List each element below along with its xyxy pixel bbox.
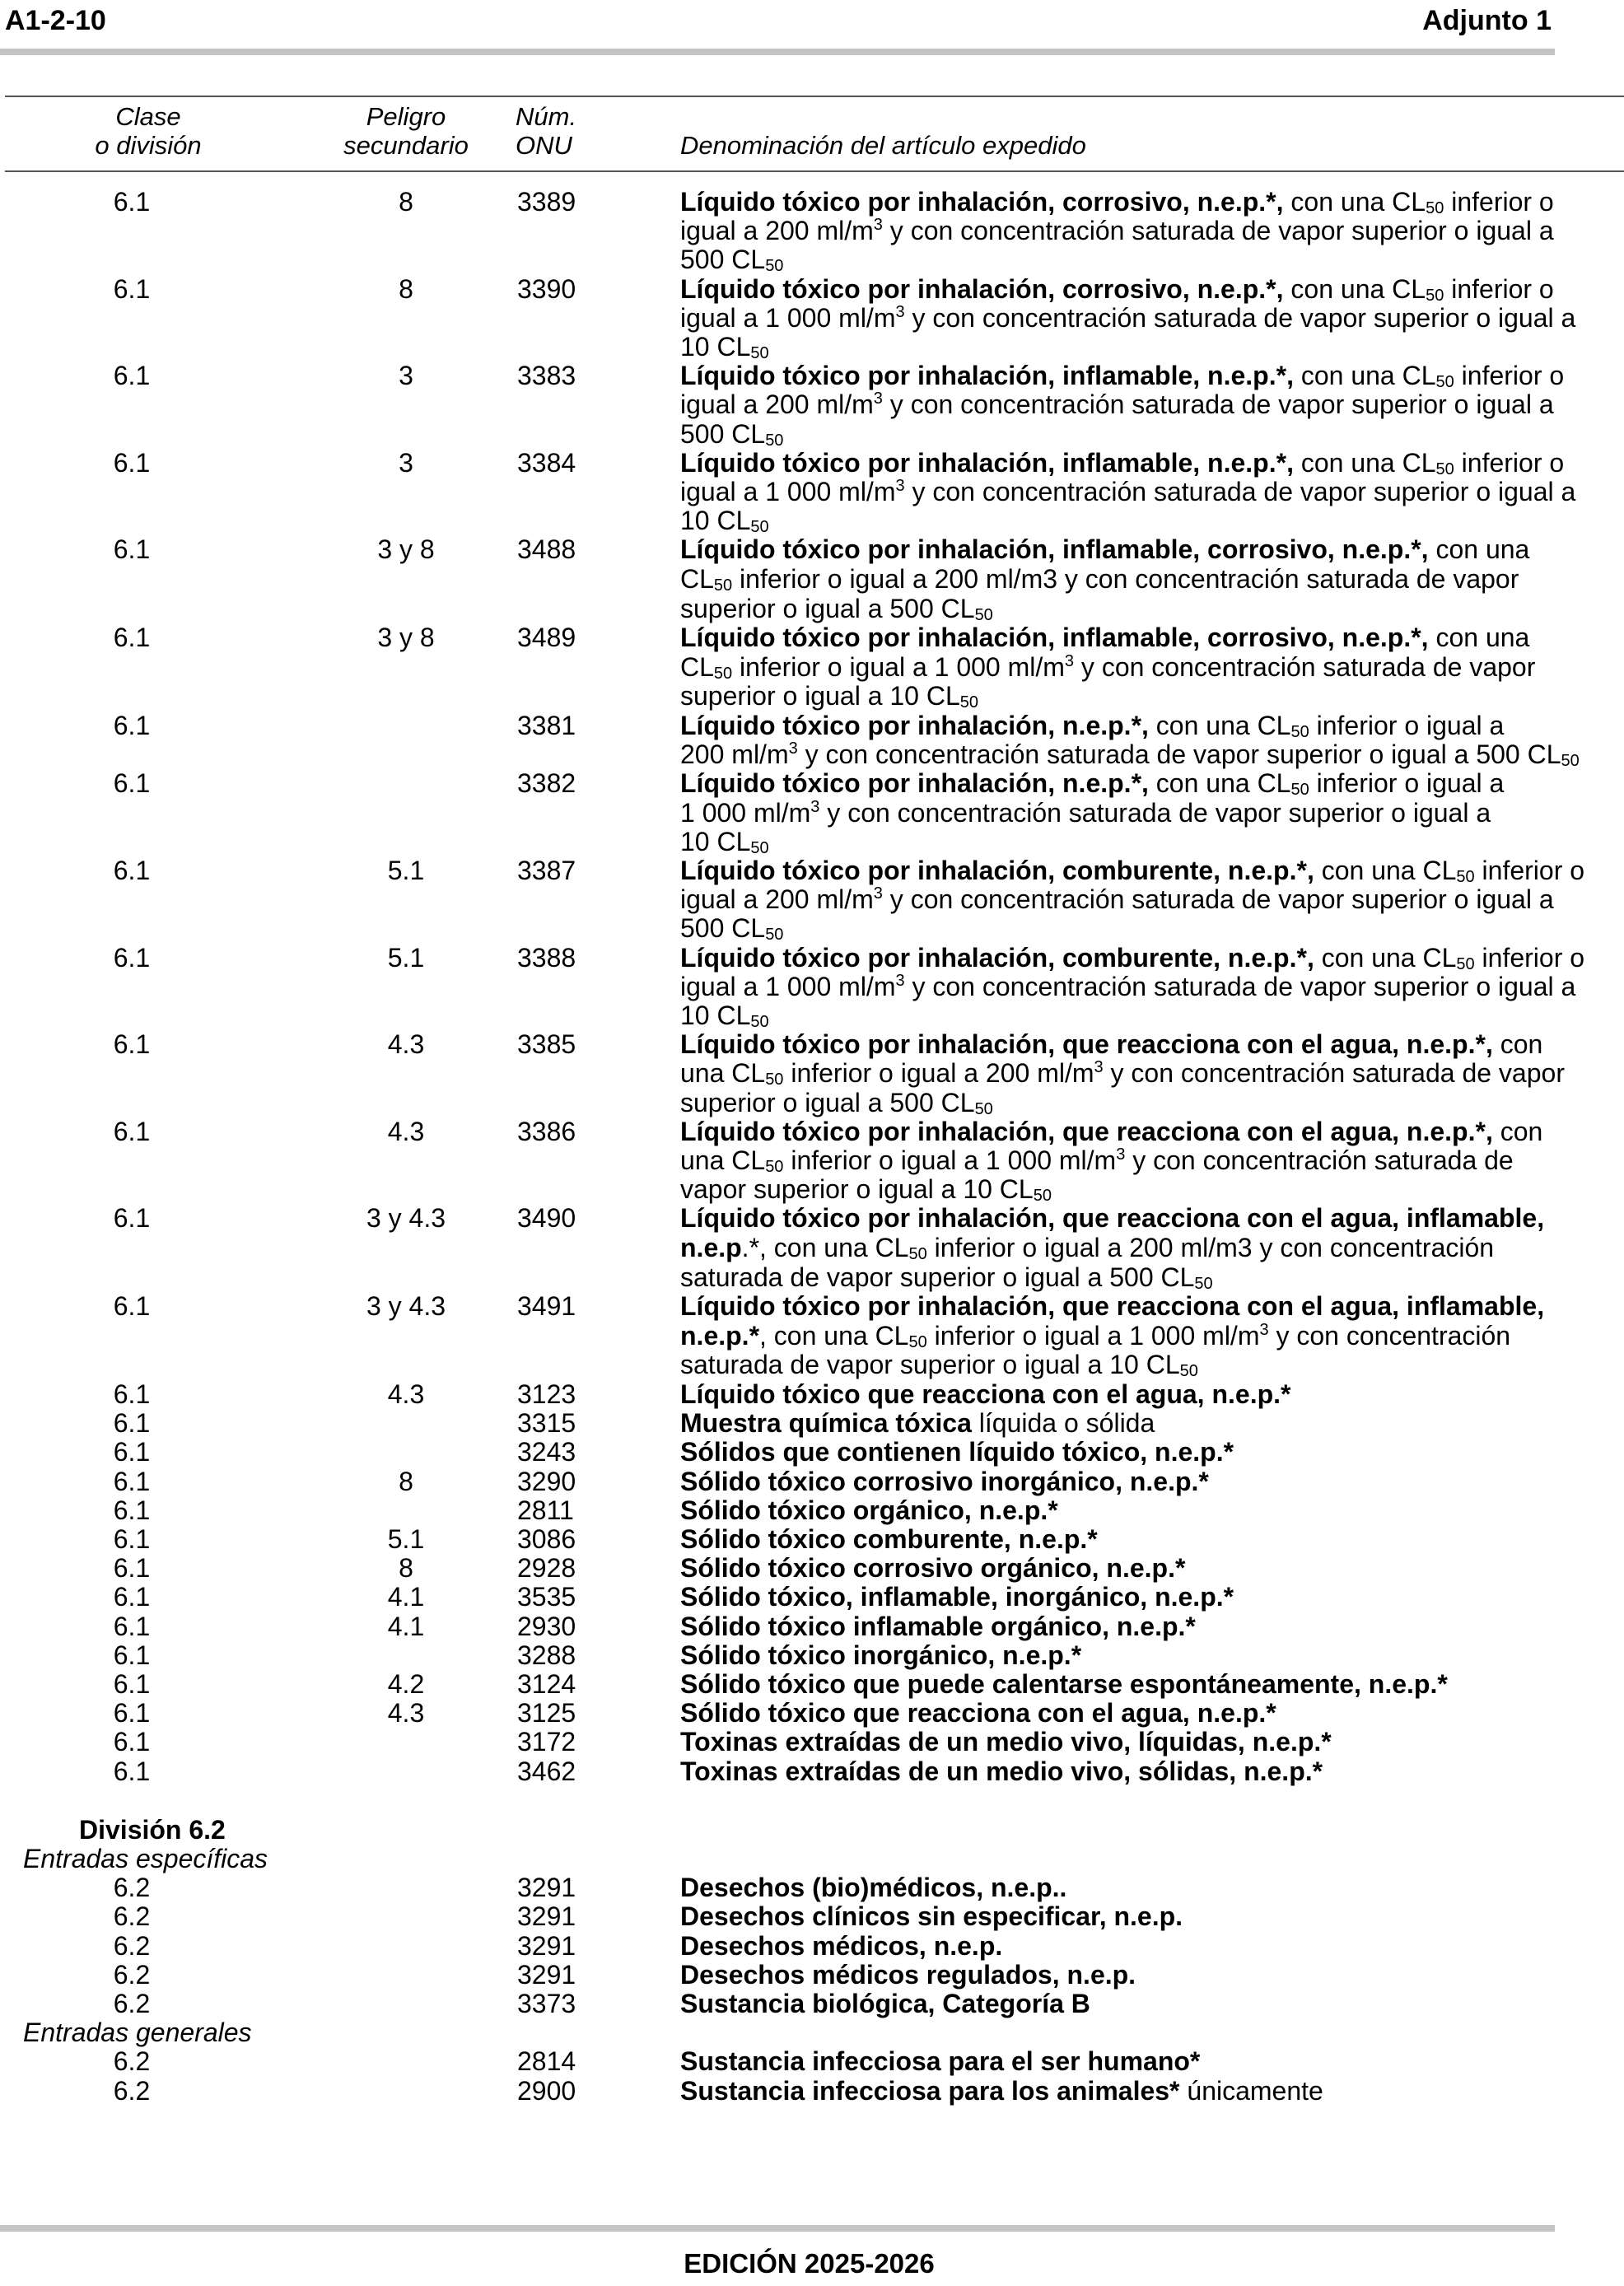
shipping-name-cell <box>680 1699 1624 1728</box>
subscript: 50 <box>974 1099 993 1118</box>
shipping-name-cell <box>680 856 1624 944</box>
shipping-name-cell <box>680 188 1624 275</box>
un-number-cell: 3291 <box>517 1930 576 1961</box>
table-row <box>0 1583 1624 1612</box>
shipping-name-bold: Líquido tóxico por inhalación, que reacciona con el agua, n.e.p.*, <box>680 1116 1493 1146</box>
table-row <box>0 1612 1624 1641</box>
superscript: 3 <box>1064 651 1075 670</box>
shipping-name-cell <box>680 1728 1624 1756</box>
shipping-name-detail: con una $CL_{50}$ inferior o igual a 200 $ml/m^3$ y con concentración saturada de vapor superior o igual a 500 $CL_{50}$ <box>680 1029 1565 1118</box>
superscript: 3 <box>788 739 798 758</box>
shipping-name-cell <box>680 1583 1624 1612</box>
table-row <box>0 1117 1624 1205</box>
class-cell: 6.1 <box>113 1553 151 1584</box>
shipping-name-detail: únicamente <box>1179 2075 1323 2106</box>
table-row <box>0 1292 1624 1380</box>
table-row <box>0 1757 1624 1786</box>
shipping-name-bold: Sólido tóxico, inflamable, inorgánico, n.e.p.* <box>680 1582 1234 1612</box>
un-number-cell: 3086 <box>517 1524 576 1555</box>
class-cell: 6.1 <box>113 1640 151 1670</box>
un-number-cell: 2814 <box>517 2046 576 2077</box>
un-number-cell: 3386 <box>517 1116 576 1146</box>
un-number-cell: 3381 <box>517 711 576 740</box>
shipping-name-bold: Sustancia biológica, Categoría B <box>680 1989 1090 2019</box>
superscript: 3 <box>1116 1145 1126 1164</box>
table-row <box>0 1204 1624 1292</box>
superscript: 3 <box>895 302 905 321</box>
column-header-num <box>516 102 631 160</box>
specific-entries-label: Entradas específicas <box>23 1844 268 1874</box>
shipping-name-detail: con una $CL_{50}$ inferior o igual a 200 $ml/m^3$ y con concentración saturada de vapor superior o igual a 500 $CL_{50}$ <box>680 361 1565 450</box>
class-cell: 6.1 <box>113 1611 151 1641</box>
superscript: 3 <box>1259 1320 1269 1339</box>
un-number-cell: 3291 <box>517 1873 576 1903</box>
un-number-cell: 3462 <box>517 1756 576 1786</box>
column-header-num-line2: ONU <box>516 131 572 160</box>
subscript: 50 <box>1426 199 1444 217</box>
class-cell: 6.1 <box>113 856 151 886</box>
secondary-hazard-cell: 4.3 <box>387 1698 425 1728</box>
un-number-cell: 3123 <box>517 1379 576 1410</box>
shipping-name-bold: Muestra química tóxica <box>680 1408 972 1439</box>
subscript: 50 <box>1435 460 1454 478</box>
table-row <box>0 944 1624 1031</box>
shipping-name-bold: Líquido tóxico por inhalación, que reacciona con el agua, inflamable, n.e.p <box>680 1203 1545 1263</box>
shipping-name-detail: con una $CL_{50}$ inferior o igual a 1 000 $ml/m^3$ y con concentración saturada de vapor superior o igual a 10 $CL_{50}$ <box>680 1116 1543 1206</box>
column-header-denominacion <box>680 102 1339 160</box>
class-cell: 6.1 <box>113 187 151 217</box>
shipping-name-cell <box>680 1204 1624 1292</box>
table-row <box>0 769 1624 856</box>
secondary-hazard-cell: 3 y 8 <box>377 623 435 653</box>
un-number-cell: 3315 <box>517 1408 576 1439</box>
superscript: 3 <box>873 884 883 903</box>
class-cell: 6.2 <box>113 1873 151 1903</box>
class-cell: 6.1 <box>113 1379 151 1410</box>
un-number-cell: 2930 <box>517 1611 576 1641</box>
subscript: 50 <box>1561 752 1580 771</box>
shipping-name-bold: Sólido tóxico inorgánico, n.e.p.* <box>680 1640 1082 1670</box>
shipping-name-detail: con una $CL_{50}$ inferior o igual a 200 $ml/m^3$ y con concentración saturada de vapor superior o igual a 500 $CL_{50}$ <box>680 711 1580 771</box>
class-cell: 6.1 <box>113 1756 151 1786</box>
class-cell: 6.1 <box>113 1437 151 1467</box>
shipping-name-cell <box>680 1902 1624 1931</box>
column-header-denominacion-text: Denominación del artículo expedido <box>680 131 1086 160</box>
shipping-name-bold: Líquido tóxico por inhalación, que reacciona con el agua, inflamable, n.e.p.* <box>680 1291 1545 1351</box>
shipping-name-bold: Sólido tóxico comburente, n.e.p.* <box>680 1524 1098 1555</box>
shipping-name-bold: Líquido tóxico por inhalación, inflamable, n.e.p.*, <box>680 447 1294 478</box>
class-cell: 6.2 <box>113 1901 151 1932</box>
table-row <box>0 1438 1624 1467</box>
subscript: 50 <box>1456 868 1475 887</box>
shipping-name-cell <box>680 1117 1624 1205</box>
shipping-name-cell <box>680 1670 1624 1699</box>
subscript: 50 <box>750 518 769 537</box>
class-cell: 6.1 <box>113 1669 151 1700</box>
un-number-cell: 3390 <box>517 273 576 304</box>
un-number-cell: 3124 <box>517 1669 576 1700</box>
table-row <box>0 188 1624 275</box>
shipping-name-bold: Líquido tóxico por inhalación, corrosivo, n.e.p.*, <box>680 273 1284 304</box>
secondary-hazard-cell: 5.1 <box>387 1524 425 1555</box>
edition-footer <box>0 2248 1624 2279</box>
class-cell: 6.1 <box>113 768 151 799</box>
un-number-cell: 2811 <box>517 1495 574 1525</box>
table-row <box>0 1467 1624 1496</box>
table-row <box>0 1699 1624 1728</box>
shipping-name-bold: Sólido tóxico orgánico, n.e.p.* <box>680 1495 1058 1525</box>
shipping-name-bold: Líquido tóxico por inhalación, que reacciona con el agua, n.e.p.*, <box>680 1029 1493 1060</box>
shipping-name-bold: Líquido tóxico por inhalación, inflamable, corrosivo, n.e.p.*, <box>680 623 1429 653</box>
shipping-name-bold: Desechos médicos, n.e.p. <box>680 1930 1003 1961</box>
secondary-hazard-cell: 4.3 <box>387 1116 425 1146</box>
subscript: 50 <box>974 605 993 624</box>
shipping-name-detail: .*, con una $CL_{50}$ inferior o igual a 200 ml/m3 y con concentración saturada de vapor superior o igual a 500 $CL_{50}$ <box>680 1233 1495 1293</box>
shipping-name-detail: con una $CL_{50}$ inferior o igual a 1 000 $ml/m^3$ y con concentración saturada de vapor superior o igual a 10 $CL_{50}$ <box>680 623 1536 712</box>
table-row <box>0 2077 1624 2106</box>
un-number-cell: 3385 <box>517 1029 576 1060</box>
secondary-hazard-cell: 3 y 4.3 <box>366 1203 446 1234</box>
shipping-name-bold: Líquido tóxico por inhalación, inflamable, n.e.p.*, <box>680 361 1294 391</box>
table-row <box>0 1380 1624 1409</box>
subscript: 50 <box>908 1245 927 1264</box>
document-code: A1-2-10 <box>5 5 106 36</box>
un-number-cell: 3291 <box>517 1959 576 1990</box>
un-number-cell: 2900 <box>517 2075 576 2106</box>
superscript: 3 <box>895 971 905 990</box>
shipping-name-bold: Sólido tóxico corrosivo inorgánico, n.e.p.* <box>680 1466 1209 1496</box>
edition-footer-text: EDICIÓN 2025-2026 <box>684 2248 935 2279</box>
class-cell: 6.1 <box>113 1698 151 1728</box>
un-number-cell: 2928 <box>517 1553 576 1584</box>
un-number-cell: 3535 <box>517 1582 576 1612</box>
class-cell: 6.1 <box>113 1291 151 1322</box>
class-cell: 6.1 <box>113 1495 151 1525</box>
subscript: 50 <box>1456 954 1475 973</box>
shipping-name-bold: Líquido tóxico por inhalación, comburente, n.e.p.*, <box>680 856 1314 886</box>
secondary-hazard-cell: 8 <box>399 1553 413 1584</box>
subscript: 50 <box>765 1158 784 1177</box>
secondary-hazard-cell: 3 <box>399 361 413 391</box>
subscript: 50 <box>908 1332 927 1351</box>
table-row <box>0 535 1624 623</box>
class-cell: 6.1 <box>113 1029 151 1060</box>
table-row <box>0 1554 1624 1583</box>
subscript: 50 <box>959 693 979 712</box>
shipping-name-bold: Sólidos que contienen líquido tóxico, n.e.p.* <box>680 1437 1234 1467</box>
top-rule <box>0 49 1555 55</box>
column-header-peligro-line2: secundario <box>343 131 469 160</box>
table-row <box>0 1641 1624 1670</box>
superscript: 3 <box>895 477 905 496</box>
secondary-hazard-cell: 8 <box>399 187 413 217</box>
shipping-name-bold: Líquido tóxico por inhalación, corrosivo, n.e.p.*, <box>680 187 1284 217</box>
shipping-name-detail: líquida o sólida <box>971 1408 1155 1439</box>
class-cell: 6.2 <box>113 1959 151 1990</box>
shipping-name-cell <box>680 1554 1624 1583</box>
class-cell: 6.1 <box>113 1408 151 1439</box>
table-row <box>0 1873 1624 1902</box>
class-cell: 6.1 <box>113 1116 151 1146</box>
subscript: 50 <box>1179 1362 1198 1381</box>
subscript: 50 <box>750 344 769 363</box>
class-cell: 6.2 <box>113 1930 151 1961</box>
shipping-name-detail: , con una $CL_{50}$ inferior o igual a 1 000 $ml/m^3$ y con concentración saturada de vapor superior o igual a 10 $CL_{50}$ <box>680 1320 1511 1381</box>
subscript: 50 <box>1290 781 1309 800</box>
shipping-name-cell <box>680 1292 1624 1380</box>
class-cell: 6.2 <box>113 1989 151 2019</box>
bottom-rule <box>0 2225 1555 2232</box>
subscript: 50 <box>1290 723 1309 741</box>
shipping-name-cell <box>680 1757 1624 1786</box>
secondary-hazard-cell: 3 y 8 <box>377 534 435 565</box>
shipping-name-bold: Sólido tóxico que puede calentarse espontáneamente, n.e.p.* <box>680 1669 1448 1700</box>
subscript: 50 <box>713 576 733 595</box>
secondary-hazard-cell: 5.1 <box>387 942 425 973</box>
class-cell: 6.1 <box>113 942 151 973</box>
secondary-hazard-cell: 3 <box>399 447 413 478</box>
class-cell: 6.1 <box>113 273 151 304</box>
secondary-hazard-cell: 4.3 <box>387 1029 425 1060</box>
shipping-name-cell <box>680 1641 1624 1670</box>
secondary-hazard-cell: 4.1 <box>387 1582 425 1612</box>
shipping-name-bold: Toxinas extraídas de un medio vivo, líquidas, n.e.p.* <box>680 1727 1332 1757</box>
shipping-name-cell <box>680 623 1624 711</box>
subscript: 50 <box>750 838 769 857</box>
subscript: 50 <box>765 257 784 276</box>
attachment-label: Adjunto 1 <box>1422 5 1552 36</box>
un-number-cell: 3489 <box>517 623 576 653</box>
un-number-cell: 3388 <box>517 942 576 973</box>
class-cell: 6.1 <box>113 534 151 565</box>
shipping-name-cell <box>680 944 1624 1031</box>
secondary-hazard-cell: 4.1 <box>387 1611 425 1641</box>
shipping-name-bold: Líquido tóxico por inhalación, n.e.p.*, <box>680 768 1149 799</box>
class-cell: 6.2 <box>113 2046 151 2077</box>
table-header-line <box>5 170 1624 172</box>
table-row <box>0 856 1624 944</box>
shipping-name-cell <box>680 1932 1624 1961</box>
table-row <box>0 275 1624 362</box>
class-cell: 6.1 <box>113 361 151 391</box>
shipping-name-cell <box>680 1380 1624 1409</box>
table-row <box>0 711 1624 769</box>
table-row <box>0 1525 1624 1554</box>
un-number-cell: 3387 <box>517 856 576 886</box>
shipping-name-detail: con una $CL_{50}$ inferior o igual a 1 000 $ml/m^3$ y con concentración saturada de vapor superior o igual a 10 $CL_{50}$ <box>680 447 1576 537</box>
class-cell: 6.1 <box>113 711 151 740</box>
subscript: 50 <box>713 664 733 683</box>
shipping-name-bold: Toxinas extraídas de un medio vivo, sólidas, n.e.p.* <box>680 1756 1323 1786</box>
un-number-cell: 3389 <box>517 187 576 217</box>
shipping-name-detail: con una $CL_{50}$ inferior o igual a 200 $ml/m^3$ y con concentración saturada de vapor superior o igual a 500 $CL_{50}$ <box>680 187 1554 276</box>
shipping-name-cell <box>680 362 1624 449</box>
division-heading: División 6.2 <box>79 1814 226 1845</box>
superscript: 3 <box>810 797 820 816</box>
table-top-line <box>5 96 1624 97</box>
shipping-name-bold: Desechos clínicos sin especificar, n.e.p. <box>680 1901 1183 1932</box>
secondary-hazard-cell: 3 y 4.3 <box>366 1291 446 1322</box>
column-header-clase <box>66 102 231 160</box>
table-row <box>0 623 1624 711</box>
shipping-name-bold: Líquido tóxico por inhalación, comburente, n.e.p.*, <box>680 942 1314 973</box>
shipping-name-cell <box>680 1030 1624 1117</box>
table-row <box>0 1961 1624 1990</box>
shipping-name-bold: Desechos médicos regulados, n.e.p. <box>680 1959 1136 1990</box>
column-header-clase-line2: o división <box>95 131 202 160</box>
table-row <box>0 1728 1624 1756</box>
subscript: 50 <box>765 1071 784 1089</box>
shipping-name-cell <box>680 535 1624 623</box>
secondary-hazard-cell: 8 <box>399 273 413 304</box>
class-cell: 6.2 <box>113 2075 151 2106</box>
table-row <box>0 1496 1624 1525</box>
shipping-name-cell <box>680 2077 1624 2106</box>
shipping-name-bold: Líquido tóxico por inhalación, n.e.p.*, <box>680 711 1149 740</box>
un-number-cell: 3383 <box>517 361 576 391</box>
un-number-cell: 3125 <box>517 1698 576 1728</box>
un-number-cell: 3290 <box>517 1466 576 1496</box>
table-row <box>0 1990 1624 2018</box>
subscript: 50 <box>1435 373 1454 392</box>
shipping-name-detail: con una $CL_{50}$ inferior o igual a 1 000 $ml/m^3$ y con concentración saturada de vapor superior o igual a 10 $CL_{50}$ <box>680 942 1585 1032</box>
secondary-hazard-cell: 4.2 <box>387 1669 425 1700</box>
column-header-num-line1: Núm. <box>516 102 577 131</box>
shipping-name-bold: Sustancia infecciosa para el ser humano* <box>680 2046 1201 2077</box>
shipping-name-cell <box>680 275 1624 362</box>
subscript: 50 <box>750 1013 769 1032</box>
shipping-name-detail: con una $CL_{50}$ inferior o igual a 1 000 $ml/m^3$ y con concentración saturada de vapor superior o igual a 10 $CL_{50}$ <box>680 768 1505 857</box>
un-number-cell: 3243 <box>517 1437 576 1467</box>
column-header-clase-line1: Clase <box>115 102 181 131</box>
shipping-name-cell <box>680 1525 1624 1554</box>
un-number-cell: 3384 <box>517 447 576 478</box>
class-cell: 6.1 <box>113 1582 151 1612</box>
shipping-name-cell <box>680 449 1624 536</box>
shipping-name-bold: Sustancia infecciosa para los animales* <box>680 2075 1180 2106</box>
superscript: 3 <box>873 216 883 235</box>
shipping-name-cell <box>680 711 1624 769</box>
class-cell: 6.1 <box>113 1727 151 1757</box>
class-cell: 6.1 <box>113 1524 151 1555</box>
class-cell: 6.1 <box>113 623 151 653</box>
subscript: 50 <box>765 926 784 945</box>
subscript: 50 <box>1426 286 1444 305</box>
table-row <box>0 1902 1624 1931</box>
shipping-name-bold: Líquido tóxico que reacciona con el agua, n.e.p.* <box>680 1379 1291 1410</box>
un-number-cell: 3490 <box>517 1203 576 1234</box>
entries-table <box>0 188 1624 2106</box>
shipping-name-bold: Sólido tóxico que reacciona con el agua, n.e.p.* <box>680 1698 1276 1728</box>
shipping-name-detail: con una $CL_{50}$ inferior o igual a 1 000 $ml/m^3$ y con concentración saturada de vapor superior o igual a 10 $CL_{50}$ <box>680 273 1576 363</box>
column-header-peligro <box>315 102 497 160</box>
shipping-name-cell <box>680 1990 1624 2018</box>
shipping-name-bold: Sólido tóxico inflamable orgánico, n.e.p.* <box>680 1611 1196 1641</box>
superscript: 3 <box>1094 1058 1104 1077</box>
subscript: 50 <box>1033 1187 1052 1206</box>
subscript: 50 <box>1194 1274 1213 1293</box>
shipping-name-cell <box>680 1467 1624 1496</box>
shipping-name-bold: Desechos (bio)médicos, n.e.p.. <box>680 1873 1067 1903</box>
class-cell: 6.1 <box>113 1466 151 1496</box>
table-row <box>0 1670 1624 1699</box>
shipping-name-cell <box>680 1612 1624 1641</box>
subscript: 50 <box>765 431 784 450</box>
table-row <box>0 2047 1624 2076</box>
shipping-name-detail: con una $CL_{50}$ inferior o igual a 200 ml/m3 y con concentración saturada de vapor superior o igual a 500 $CL_{50}$ <box>680 534 1530 624</box>
un-number-cell: 3288 <box>517 1640 576 1670</box>
secondary-hazard-cell: 5.1 <box>387 856 425 886</box>
un-number-cell: 3488 <box>517 534 576 565</box>
general-entries-label: Entradas generales <box>23 2018 252 2048</box>
column-header-peligro-line1: Peligro <box>366 102 446 131</box>
table-row <box>0 1409 1624 1438</box>
secondary-hazard-cell: 4.3 <box>387 1379 425 1410</box>
un-number-cell: 3373 <box>517 1989 576 2019</box>
shipping-name-cell <box>680 769 1624 856</box>
shipping-name-cell <box>680 1438 1624 1467</box>
table-row <box>0 1932 1624 1961</box>
class-cell: 6.1 <box>113 447 151 478</box>
shipping-name-cell <box>680 1496 1624 1525</box>
shipping-name-cell <box>680 1961 1624 1990</box>
secondary-hazard-cell: 8 <box>399 1466 413 1496</box>
shipping-name-detail: con una $CL_{50}$ inferior o igual a 200 $ml/m^3$ y con concentración saturada de vapor superior o igual a 500 $CL_{50}$ <box>680 856 1585 945</box>
shipping-name-cell <box>680 1409 1624 1438</box>
shipping-name-cell <box>680 2047 1624 2076</box>
class-cell: 6.1 <box>113 1203 151 1234</box>
un-number-cell: 3291 <box>517 1901 576 1932</box>
un-number-cell: 3491 <box>517 1291 576 1322</box>
section-spacer <box>0 1786 1624 1816</box>
un-number-cell: 3382 <box>517 768 576 799</box>
un-number-cell: 3172 <box>517 1727 576 1757</box>
table-row <box>0 449 1624 536</box>
table-row <box>0 362 1624 449</box>
shipping-name-bold: Líquido tóxico por inhalación, inflamable, corrosivo, n.e.p.*, <box>680 534 1429 565</box>
shipping-name-cell <box>680 1873 1624 1902</box>
shipping-name-bold: Sólido tóxico corrosivo orgánico, n.e.p.* <box>680 1553 1186 1584</box>
superscript: 3 <box>873 390 883 408</box>
table-row <box>0 1030 1624 1117</box>
